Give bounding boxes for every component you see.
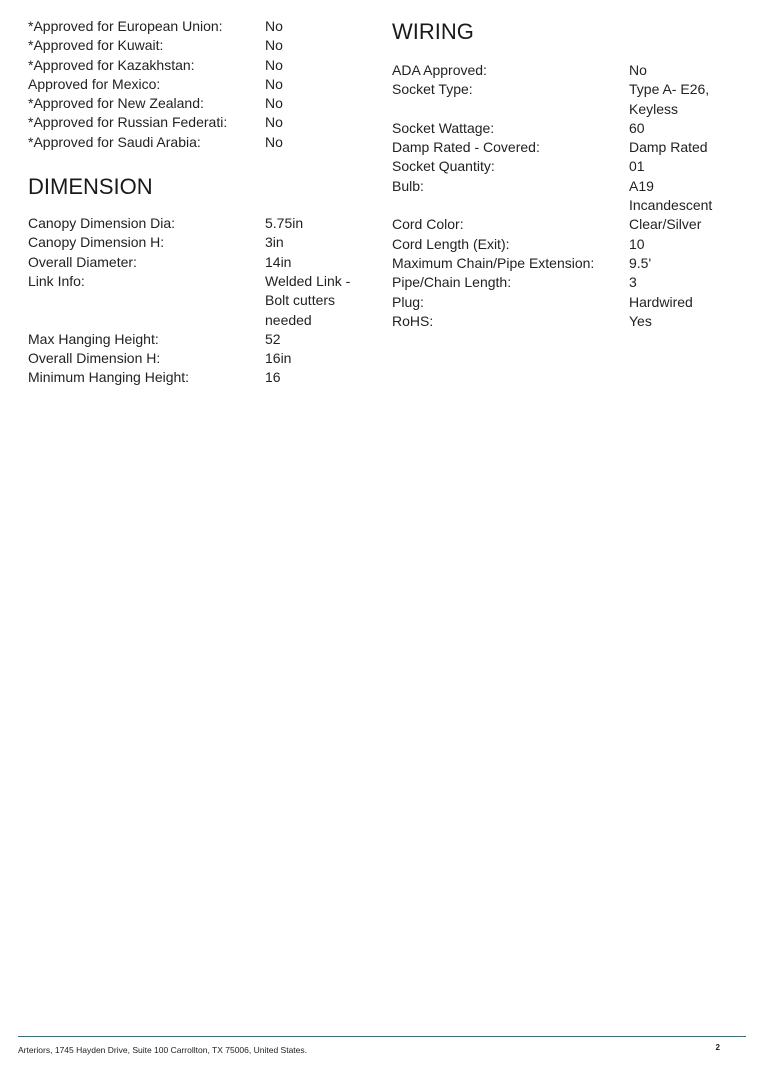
spec-label: *Approved for Kazakhstan: — [28, 56, 195, 73]
spec-label: Approved for Mexico: — [28, 75, 161, 92]
spec-value: Clear/Silver — [629, 216, 702, 233]
approvals-list — [28, 17, 368, 152]
spec-value: A19 Incandescent — [629, 177, 713, 214]
spec-label: RoHS: — [392, 312, 434, 329]
spec-label: Socket Type: — [392, 81, 473, 98]
spec-label: Socket Wattage: — [392, 119, 495, 136]
spec-value: 60 — [629, 119, 645, 136]
spec-value: No — [265, 37, 283, 54]
spec-value: 10 — [629, 235, 645, 252]
spec-value: 16in — [265, 350, 292, 367]
spec-value: 14in — [265, 253, 292, 270]
spec-row — [28, 233, 368, 252]
spec-label: Minimum Hanging Height: — [28, 369, 190, 386]
spec-value: Welded Link - Bolt cutters needed — [265, 272, 351, 328]
spec-row — [392, 312, 742, 331]
dimension-heading: DIMENSION — [28, 174, 153, 200]
spec-value: 3in — [265, 234, 284, 251]
spec-value: No — [265, 18, 283, 34]
spec-row — [28, 36, 368, 55]
dimension-list — [28, 214, 368, 388]
spec-label: Max Hanging Height: — [28, 330, 159, 347]
spec-label: Maximum Chain/Pipe Extension: — [392, 254, 595, 271]
spec-row — [392, 177, 742, 216]
spec-value: No — [265, 95, 283, 112]
spec-row — [392, 119, 742, 138]
spec-row — [28, 94, 368, 113]
spec-row — [392, 80, 742, 119]
spec-label: Cord Color: — [392, 216, 464, 233]
spec-label: Socket Quantity: — [392, 158, 495, 175]
wiring-heading: WIRING — [392, 19, 474, 44]
spec-label: Overall Dimension H: — [28, 350, 161, 367]
spec-label: Plug: — [392, 293, 424, 310]
spec-label: *Approved for Kuwait: — [28, 37, 164, 54]
spec-label: *Approved for Saudi Arabia: — [28, 133, 201, 150]
left-column — [28, 0, 368, 388]
spec-row — [28, 214, 368, 233]
spec-value: 52 — [265, 330, 281, 347]
spec-label: Canopy Dimension H: — [28, 234, 165, 251]
spec-row — [392, 273, 742, 292]
spec-label: Canopy Dimension Dia: — [28, 215, 176, 232]
spec-value: 01 — [629, 158, 645, 175]
spec-value: 3 — [629, 274, 637, 291]
spec-label: Pipe/Chain Length: — [392, 274, 512, 291]
spec-row — [392, 293, 742, 312]
spec-value: Damp Rated — [629, 139, 708, 156]
spec-row — [392, 61, 742, 80]
spec-row — [28, 368, 368, 387]
spec-label: ADA Approved: — [392, 62, 487, 78]
spec-label: *Approved for Russian Federati: — [28, 114, 228, 131]
spec-row — [392, 138, 742, 157]
spec-value: Type A- E26, Keyless — [629, 81, 710, 117]
spec-row — [28, 272, 368, 330]
spec-row — [28, 349, 368, 368]
spec-value: Hardwired — [629, 293, 693, 310]
wiring-list — [392, 61, 742, 331]
spec-label: Overall Diameter: — [28, 253, 137, 270]
page-number: 2 — [715, 1043, 720, 1052]
spec-value: No — [265, 133, 283, 150]
spec-label: Bulb: — [392, 177, 424, 194]
spec-row — [28, 17, 368, 36]
spec-value: 16 — [265, 369, 281, 386]
spec-row — [392, 254, 742, 273]
spec-value: Yes — [629, 312, 652, 329]
spec-label: Damp Rated - Covered: — [392, 139, 540, 156]
spec-row — [392, 157, 742, 176]
spec-row — [28, 56, 368, 75]
spec-row — [28, 253, 368, 272]
spec-label: *Approved for European Union: — [28, 18, 223, 34]
spec-value: No — [265, 75, 283, 92]
spec-value: No — [629, 62, 647, 78]
spec-row — [392, 215, 742, 234]
spec-label: Cord Length (Exit): — [392, 235, 510, 252]
spec-row — [28, 133, 368, 152]
spec-value: No — [265, 114, 283, 131]
spec-value: No — [265, 56, 283, 73]
spec-row — [28, 75, 368, 94]
footer-address: Arteriors, 1745 Hayden Drive, Suite 100 Carrollton, TX 75006, United States. — [18, 1045, 307, 1055]
spec-row — [28, 330, 368, 349]
footer-divider — [18, 1036, 746, 1037]
spec-value: 9.5' — [629, 254, 652, 271]
spec-label: Link Info: — [28, 272, 85, 289]
right-column — [392, 0, 742, 331]
spec-label: *Approved for New Zealand: — [28, 95, 204, 112]
spec-value: 5.75in — [265, 215, 304, 232]
spec-row — [28, 113, 368, 132]
spec-row — [392, 235, 742, 254]
